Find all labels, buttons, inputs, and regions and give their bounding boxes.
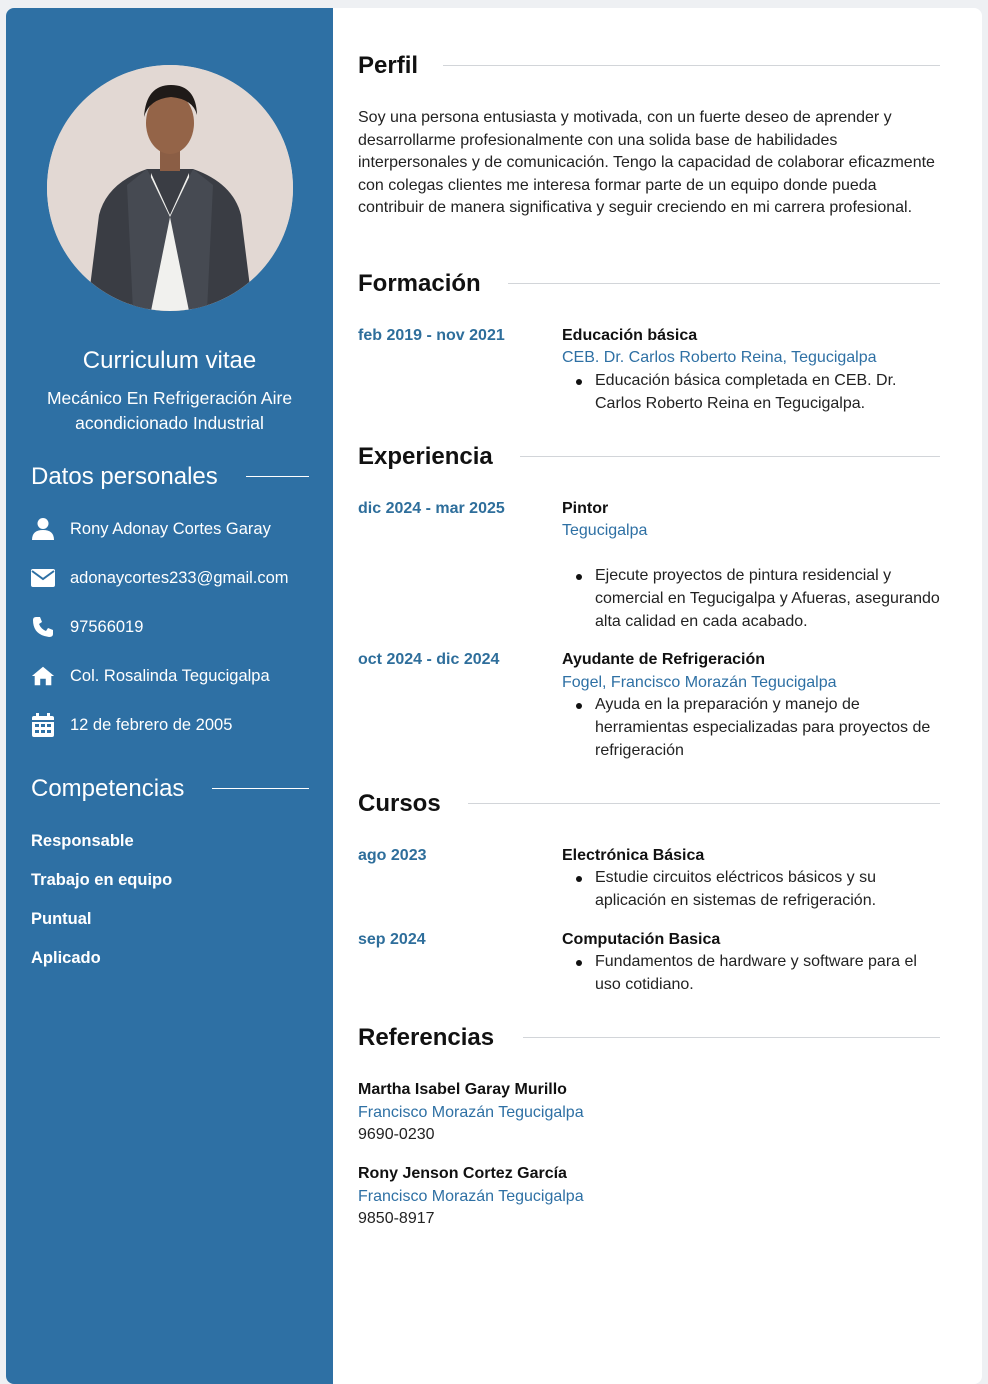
courses-heading: Cursos [358,790,441,817]
personal-address [31,661,270,691]
skill-item: Responsable [31,832,134,850]
profile-heading: Perfil [358,52,419,79]
home-icon [31,664,55,688]
experience-divider [520,456,940,457]
skill-item: Aplicado [31,949,101,967]
profile-photo [47,65,293,311]
profile-text: Soy una persona entusiasta y motivada, con un fuerte deseo de aprender y desarrollarme profesionalmente con una solida base de habilidades interpersonales y de comunicación. Tengo la capacidad de colaborar eficazmente con colegas clientes me interesa formar parte de un equipo donde pueda contribuir de manera significativa y seguir creciendo en mi carrera profesional. [358,109,935,217]
reference-name: Martha Isabel Garay Murillo [358,1081,567,1098]
personal-name [31,514,271,544]
reference-place: Francisco Morazán Tegucigalpa [358,1104,584,1121]
personal-data-divider [246,476,309,477]
profile-divider [443,65,940,66]
job-title: Mecánico En Refrigeración Aire acondicionado Industrial [46,388,293,433]
experience-bullet: Ayuda en la preparación y manejo de herramientas especializadas para proyectos de refrigeración [595,694,945,762]
phone-icon [31,615,55,639]
user-icon [31,517,55,541]
education-title: Educación básica [562,327,698,344]
personal-data-heading: Datos personales [31,463,218,490]
skill-item: Trabajo en equipo [31,871,173,889]
sidebar [6,8,333,1384]
experience-title: Pintor [562,500,609,517]
education-heading: Formación [358,270,481,297]
course-date: sep 2024 [358,931,426,948]
experience-bullet: Ejecute proyectos de pintura residencial y comercial en Tegucigalpa y Afueras, asegurando alta calidad en cada acabado. [595,565,945,633]
courses-divider [468,803,940,804]
course-bullet: Estudie circuitos eléctricos básicos y su aplicación en sistemas de refrigeración. [595,867,945,913]
personal-birthdate-text: 12 de febrero de 2005 [70,715,233,734]
course-date: ago 2023 [358,847,427,864]
experience-place: Tegucigalpa [562,522,648,539]
personal-address-text: Col. Rosalinda Tegucigalpa [70,666,270,685]
personal-birthdate [31,710,232,740]
reference-name: Rony Jenson Cortez García [358,1165,567,1182]
course-bullet: Fundamentos de hardware y software para el uso cotidiano. [595,951,945,997]
reference-phone: 9690-0230 [358,1126,435,1143]
personal-name-text: Rony Adonay Cortes Garay [70,519,271,538]
calendar-icon [31,713,55,737]
references-divider [523,1037,940,1038]
cv-title: Curriculum vitae [82,347,257,374]
course-title: Electrónica Básica [562,847,705,864]
personal-email-text: adonaycortes233@gmail.com [70,568,289,587]
experience-heading: Experiencia [358,443,493,470]
experience-date: dic 2024 - mar 2025 [358,500,505,517]
education-bullet: Educación básica completada en CEB. Dr. Carlos Roberto Reina en Tegucigalpa. [595,370,945,416]
experience-place: Fogel, Francisco Morazán Tegucigalpa [562,674,837,691]
resume-page [6,8,982,1384]
reference-phone: 9850-8917 [358,1210,435,1227]
envelope-icon [31,566,55,590]
experience-title: Ayudante de Refrigeración [562,651,766,668]
education-date: feb 2019 - nov 2021 [358,327,505,344]
personal-phone-text: 97566019 [70,617,144,636]
reference-place: Francisco Morazán Tegucigalpa [358,1188,584,1205]
skills-heading: Competencias [31,775,185,802]
skills-divider [212,788,309,789]
experience-date: oct 2024 - dic 2024 [358,651,500,668]
references-heading: Referencias [358,1024,495,1051]
skill-item: Puntual [31,910,92,928]
course-title: Computación Basica [562,931,721,948]
personal-phone [31,612,143,642]
personal-email [31,563,289,593]
education-divider [508,283,940,284]
education-place: CEB. Dr. Carlos Roberto Reina, Tegucigalpa [562,349,877,366]
